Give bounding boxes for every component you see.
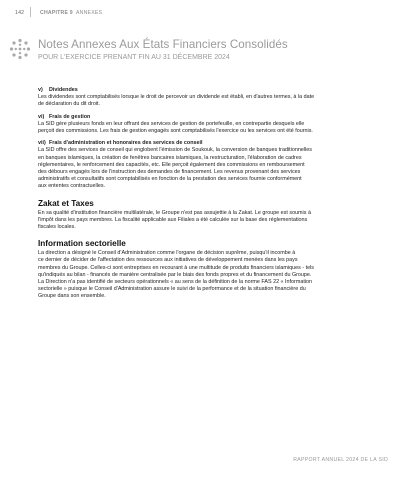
page-header [0,0,400,26]
dividends-line: de déclaration du dit droit. [38,101,101,108]
admin-fees-line: réglementaires, le renforcement des capacités, etc. Elle perçoit également des commissions en remboursement [38,161,305,168]
chapter-label: CHAPITRE 9 [40,10,73,16]
page-number: 142 [15,10,25,16]
segment-line: La Direction n'a pas identifié de secteurs opérationnels « au sens de la définition de la norme FAS 22 « Information [38,279,313,286]
segment-line: La direction a désigné le Conseil d'Administration comme l'organe de décision suprême, puisqu'il incombe à [38,250,296,257]
management-fees-number: vi) [38,113,45,120]
header-divider [30,7,31,17]
segment-line: ce dernier de décider de l'affectation des ressources aux initiatives de développement menées dans les pays [38,257,298,264]
segment-heading: Information sectorielle [38,239,126,249]
segment-line: membres du Groupe. Celles-ci sont entreprises en recourant à une multitude de produits financiers islamiques - tels [38,264,314,271]
management-fees-line: La SID gère plusieurs fonds en leur offrant des services de gestion de portefeuille, en contrepartie desquels elle [38,120,305,127]
admin-fees-line: en banques islamiques, la création de fenêtres bancaires islamiques, la restructuration, l'élaboration de cadres [38,154,302,161]
segment-line: Groupe dans son ensemble. [38,293,106,300]
logo-icon [9,38,31,60]
admin-fees-number: vii) [38,140,46,147]
admin-fees-line: des débours engagés lors de l'instruction des demandes de financement. Les revenus provenant des services [38,169,301,176]
dividends-heading [38,87,388,94]
dividends-number: v) [38,87,43,93]
page-title: Notes Annexes Aux États Financiers Consolidés [38,38,288,51]
page-footer: RAPPORT ANNUEL 2024 DE LA SID [293,457,388,463]
management-fees-line: perçoit des commissions. Les frais de gestion engagés sont comptabilisés l'exercice ou les services ont été fournis. [38,128,313,135]
zakat-line: fiscales locales. [38,224,76,231]
admin-fees-heading [38,140,388,147]
management-fees-heading [38,114,388,121]
page-subtitle: POUR L'EXERCICE PRENANT FIN AU 31 DÉCEMBRE 2024 [38,54,230,61]
segment-line: qu'indiqués au bilan - financés de manière centralisée par le biais des fonds propres et du financement du Groupe. [38,271,312,278]
document-body [38,87,388,301]
admin-fees-line: administratifs et consultatifs sont comptabilisés en fonction de la prestation des services fournie conformément [38,176,302,183]
zakat-line: l'impôt dans les pays membres. La fiscalité applicable aux Filiales a été calculée sur la base des réglementations [38,216,308,223]
zakat-heading: Zakat et Taxes [38,198,94,208]
dividends-title: Dividendes [49,87,78,93]
dividends-line: Les dividendes sont comptabilisés lorsque le droit de percevoir un dividende est établi, en d'autres termes, à la date [38,94,315,101]
zakat-line: En sa qualité d'institution financière multilatérale, le Groupe n'est pas assujettie à la Zakat. Le groupe est soumis à [38,209,311,216]
admin-fees-line: La SID offre des services de conseil qui englobent l'émission de Soukouk, la conversion de banques traditionnelles [38,147,312,154]
management-fees-title: Frais de gestion [49,113,91,120]
segment-line: sectorielle » puisque le Conseil d'Administration assure le suivi de la performance et de la situation financière du [38,286,306,293]
section-label: ANNEXES [76,10,103,16]
admin-fees-title: Frais d'administration et honoraires des services de conseil [49,140,203,147]
admin-fees-line: aux ententes contractuelles. [38,183,106,190]
